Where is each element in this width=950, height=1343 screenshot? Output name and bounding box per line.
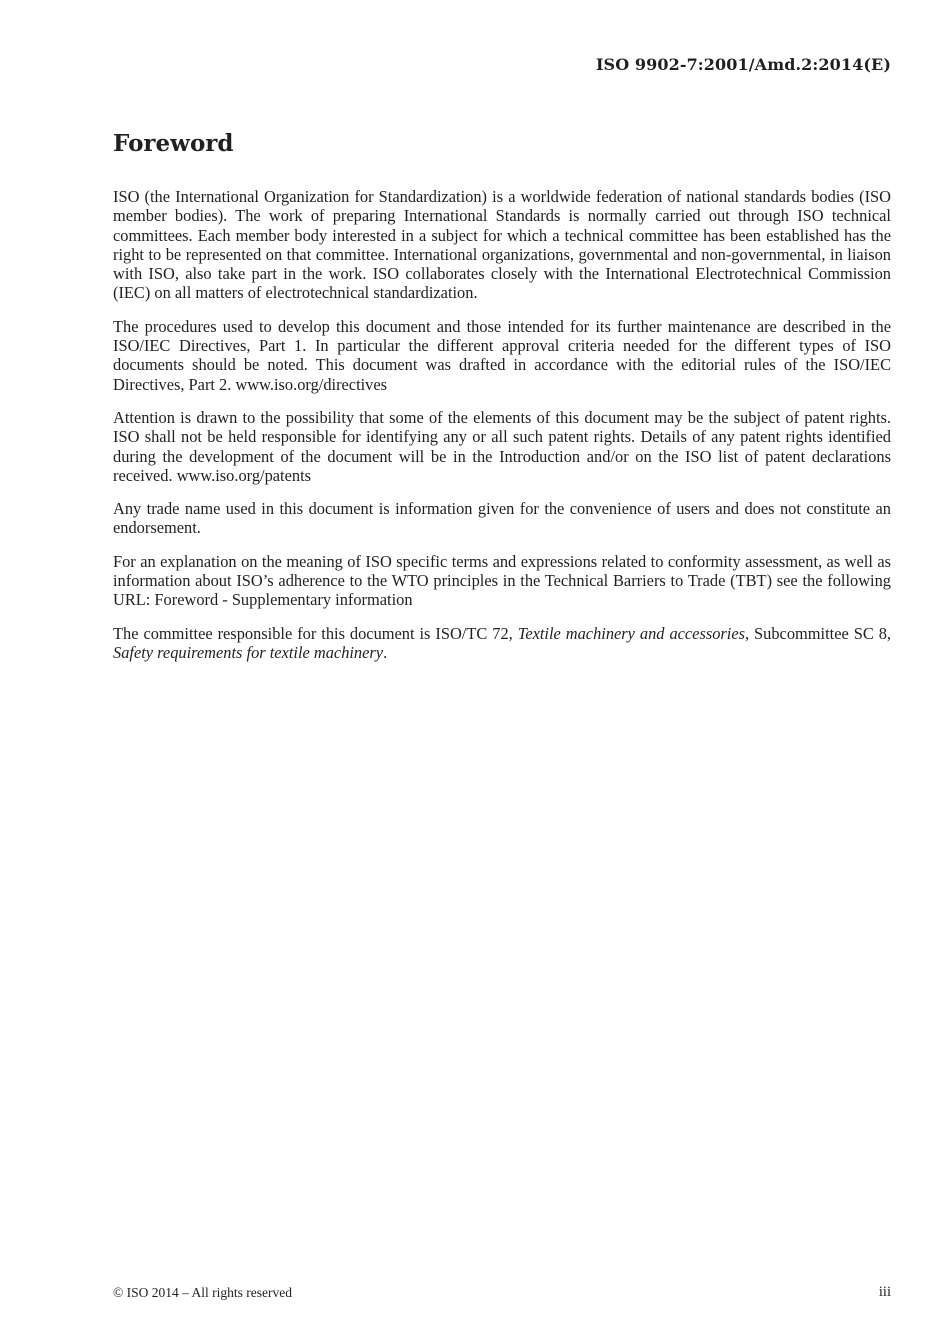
document-id: ISO 9902-7:2001/Amd.2:2014(E): [595, 55, 891, 74]
committee-text-1: The committee responsible for this document is ISO/TC 72,: [113, 623, 518, 643]
paragraph-conformity: For an explanation on the meaning of ISO specific terms and expressions related to conformity assessment, as well as information about ISO’s adherence to the WTO principles in the Technical Barriers to Trade (TBT) see the following URL: Foreword - Supplementary information: [113, 551, 891, 610]
paragraph-iso-overview: ISO (the International Organization for Standardization) is a worldwide federation of national standards bodies (ISO member bodies). The work of preparing International Standards is normally carried out through ISO technical committees. Each member body interested in a subject for which a technical committee has been established has the right to be represented on that committee. International organizations, governmental and non-governmental, in liaison with ISO, also take part in the work. ISO collaborates closely with the International Electrotechnical Commission (IEC) on all matters of electrotechnical standardization.: [113, 187, 891, 303]
paragraph-trade-name: Any trade name used in this document is information given for the convenience of users and does not constitute an endorsement.: [113, 499, 891, 538]
page-title: Foreword: [113, 130, 234, 157]
subcommittee-title: Safety requirements for textile machinery: [113, 642, 384, 662]
footer-copyright: © ISO 2014 – All rights reserved: [113, 1285, 292, 1300]
page-number: iii: [878, 1284, 891, 1300]
committee-text-3: .: [383, 642, 388, 662]
foreword-body: [113, 187, 891, 676]
paragraph-procedures: The procedures used to develop this document and those intended for its further maintenance are described in the ISO/IEC Directives, Part 1. In particular the different approval criteria needed for the different types of ISO documents should be noted. This document was drafted in accordance with the editorial rules of the ISO/IEC Directives, Part 2. www.iso.org/directives: [113, 316, 891, 394]
committee-text-2: , Subcommittee SC 8,: [745, 623, 891, 643]
paragraph-patents: Attention is drawn to the possibility that some of the elements of this document may be the subject of patent rights. ISO shall not be held responsible for identifying any or all such patent rights. Details of any patent rights identified during the development of the document will be in the Introduction and/or on the ISO list of patent declarations received. www.iso.org/patents: [113, 407, 891, 485]
paragraph-committee: [113, 624, 891, 663]
committee-title: Textile machinery and accessories: [517, 623, 745, 643]
